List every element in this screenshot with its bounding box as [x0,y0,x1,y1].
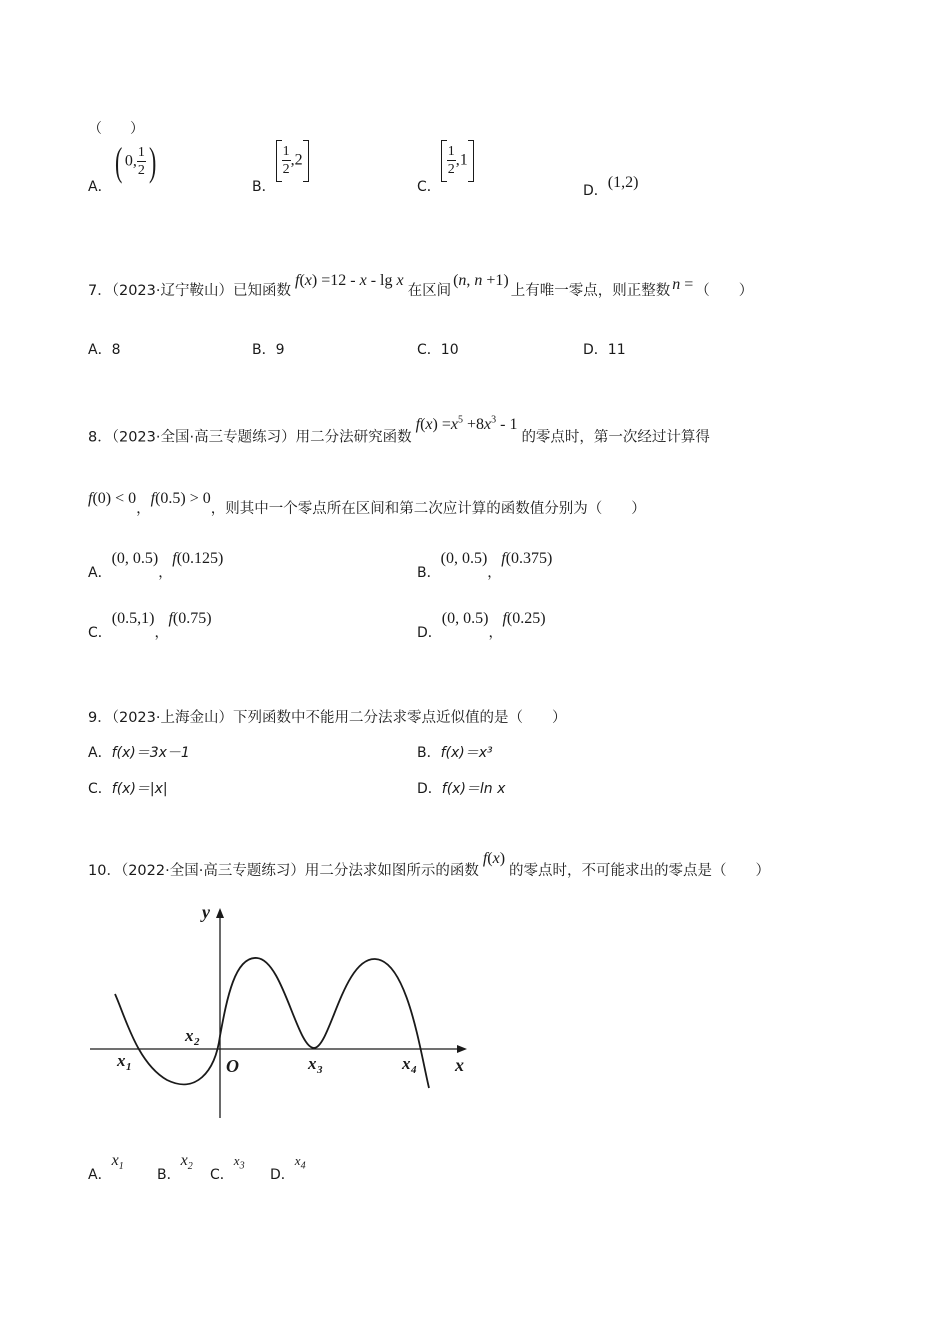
q10-option-b [157,1150,193,1183]
q8-option-b-interval: (0, 0.5) [440,550,488,567]
q7-option-a [88,339,121,359]
q6-option-a [88,139,159,196]
function-curve [115,958,429,1088]
q7-answer-paren: （ ） [695,283,754,299]
q8-stem-text-3: ，则其中一个零点所在区间和第二次应计算的函数值分别为（ ） [210,501,646,517]
q10-stem-text-2: 的零点时，不可能求出的零点是（ ） [509,863,771,879]
q7-option-d [583,339,626,359]
q7-option-c-label: C． [417,342,441,358]
q6-answer-paren: （ ） [88,121,144,137]
q9-source: （2023·上海金山） [111,710,233,726]
q6-option-b [252,144,309,196]
x-axis-label: x [455,1055,464,1075]
q10-function: f(x) [482,850,506,867]
q7-option-b-label: B． [252,342,276,358]
q9-option-b-text: f(x)＝x³ [440,745,493,761]
q7-stem-text-1: 已知函数 [233,283,291,299]
q7-stem-text-3: 上有唯一零点，则正整数 [510,283,671,299]
q8-option-b-value: f(0.375) [501,550,553,567]
q6-option-a-label: A． [88,179,112,195]
q9-option-b-label: B． [417,745,441,761]
q6-option-c [417,144,474,196]
q10-option-a [88,1150,124,1183]
svg-text:4: 4 [411,1064,417,1076]
q8-option-d-value: f(0.25) [502,610,546,627]
q6-option-a-interval: ( 0, $\frac{1}{2}$ ) [114,139,157,184]
svg-text:x: x [185,1026,194,1045]
q10-option-b-label: B． [157,1167,181,1183]
q10-option-d-label: D． [270,1167,295,1183]
q9-option-a-text: f(x)＝3x－1 [111,745,190,761]
q7-option-a-value: 8 [111,342,121,358]
q7-option-b [252,339,285,359]
q6-option-d-label: D． [583,183,608,199]
q8-option-a-label: A． [88,565,112,581]
q7-source: （2023·辽宁鞍山） [111,283,233,299]
q8-option-c-interval: (0.5,1) [111,610,155,627]
q8-option-a-value: f(0.125) [172,550,224,567]
q10-stem [88,850,771,886]
q7-option-d-label: D． [583,342,608,358]
q6-option-b-interval: $\frac{1}{2}$ ,2 [276,140,309,182]
q8-condition-2: f(0.5) > 0 [150,490,211,507]
q10-stem-text-1: 用二分法求如图所示的函数 [304,863,479,879]
q8-stem-text-1: 用二分法研究函数 [295,429,412,446]
q8-option-d-interval: (0, 0.5) [441,610,489,627]
q6-option-c-label: C． [417,179,441,195]
q9-option-c-text: f(x)＝|x| [111,781,168,797]
q10-option-c-value: $x_3$ [233,1153,245,1172]
q10-option-c [210,1150,245,1183]
q9-option-b [417,742,493,762]
q7-stem-text-2: 在区间 [407,283,452,299]
q8-option-c-value: f(0.75) [168,610,212,627]
q8-function: $f(x) =x^5 +8x^3 - 1$ [415,415,518,434]
q6-option-c-interval: $\frac{1}{2}$ ,1 [441,140,474,182]
q9-stem-text: 下列函数中不能用二分法求零点近似值的是（ ） [233,710,567,726]
q7-option-c [417,339,459,359]
q8-option-c: C．(0.5,1)，f(0.75) [88,610,212,641]
svg-text:x: x [402,1054,411,1073]
q7-option-b-value: 9 [275,342,285,358]
q7-variable: n = [672,276,694,293]
q9-option-d-label: D． [417,781,442,797]
q10-function-graph [85,898,480,1123]
q7-option-c-value: 10 [440,342,459,358]
q8-comma: ， [136,501,151,517]
q9-number: 9． [88,710,112,726]
svg-text:2: 2 [194,1036,200,1048]
y-axis-arrow [216,908,224,918]
zero-point-x3-label [307,1054,323,1076]
q8-option-a-interval: (0, 0.5) [111,550,159,567]
q8-option-c-label: C． [88,625,112,641]
x-axis-arrow [457,1045,467,1053]
zero-point-x1-label [116,1051,132,1073]
q7-function: f(x) =12 - x - lg x [295,272,404,289]
q10-number: 10． [88,863,121,879]
q9-option-a-label: A． [88,745,112,761]
q10-source: （2022·全国·高三专题练习） [120,863,305,879]
q10-option-c-label: C． [210,1167,234,1183]
q8-stem-line-1 [88,415,710,448]
q6-option-d [583,172,639,199]
q9-option-d-text: f(x)＝ln x [441,781,506,797]
q8-stem-line-2 [88,490,646,524]
q7-option-a-label: A． [88,342,112,358]
q9-option-d [417,778,505,798]
q8-option-d: D．(0, 0.5)，f(0.25) [417,610,546,641]
q10-option-a-label: A． [88,1167,112,1183]
q7-stem [88,272,754,306]
q9-option-a [88,742,190,762]
q8-source: （2023·全国·高三专题练习） [111,429,296,446]
q9-stem [88,706,567,727]
q8-option-b: B．(0, 0.5)，f(0.375) [417,550,553,581]
q6-option-b-label: B． [252,179,276,195]
q8-option-b-label: B． [417,565,441,581]
q8-condition-1: f(0) < 0 [88,490,137,507]
q10-option-b-value: $x_2$ [180,1152,193,1173]
svg-text:3: 3 [317,1064,323,1076]
q8-option-d-label: D． [417,625,442,641]
q8-option-a: A．(0, 0.5)，f(0.125) [88,550,224,581]
q6-option-d-interval: (1,2) [607,174,639,191]
q7-interval: (n, n +1) [453,272,509,289]
zero-point-x2-label [184,1026,200,1048]
svg-text:x: x [117,1051,126,1070]
q8-stem-text-2: 的零点时，第一次经过计算得 [521,429,710,446]
q7-option-d-value: 11 [607,342,626,358]
q9-option-c-label: C． [88,781,112,797]
q10-option-a-value: $x_1$ [111,1152,124,1173]
svg-text:1: 1 [126,1061,132,1073]
svg-text:x: x [308,1054,317,1073]
q10-option-d [270,1150,306,1183]
zero-point-x4-label [401,1054,417,1076]
q7-number: 7． [88,283,112,299]
y-axis-label: y [202,902,210,922]
origin-label: O [226,1056,239,1076]
q10-option-d-value: $x_4$ [294,1153,306,1172]
q8-number: 8． [88,429,112,446]
q9-option-c [88,778,168,798]
